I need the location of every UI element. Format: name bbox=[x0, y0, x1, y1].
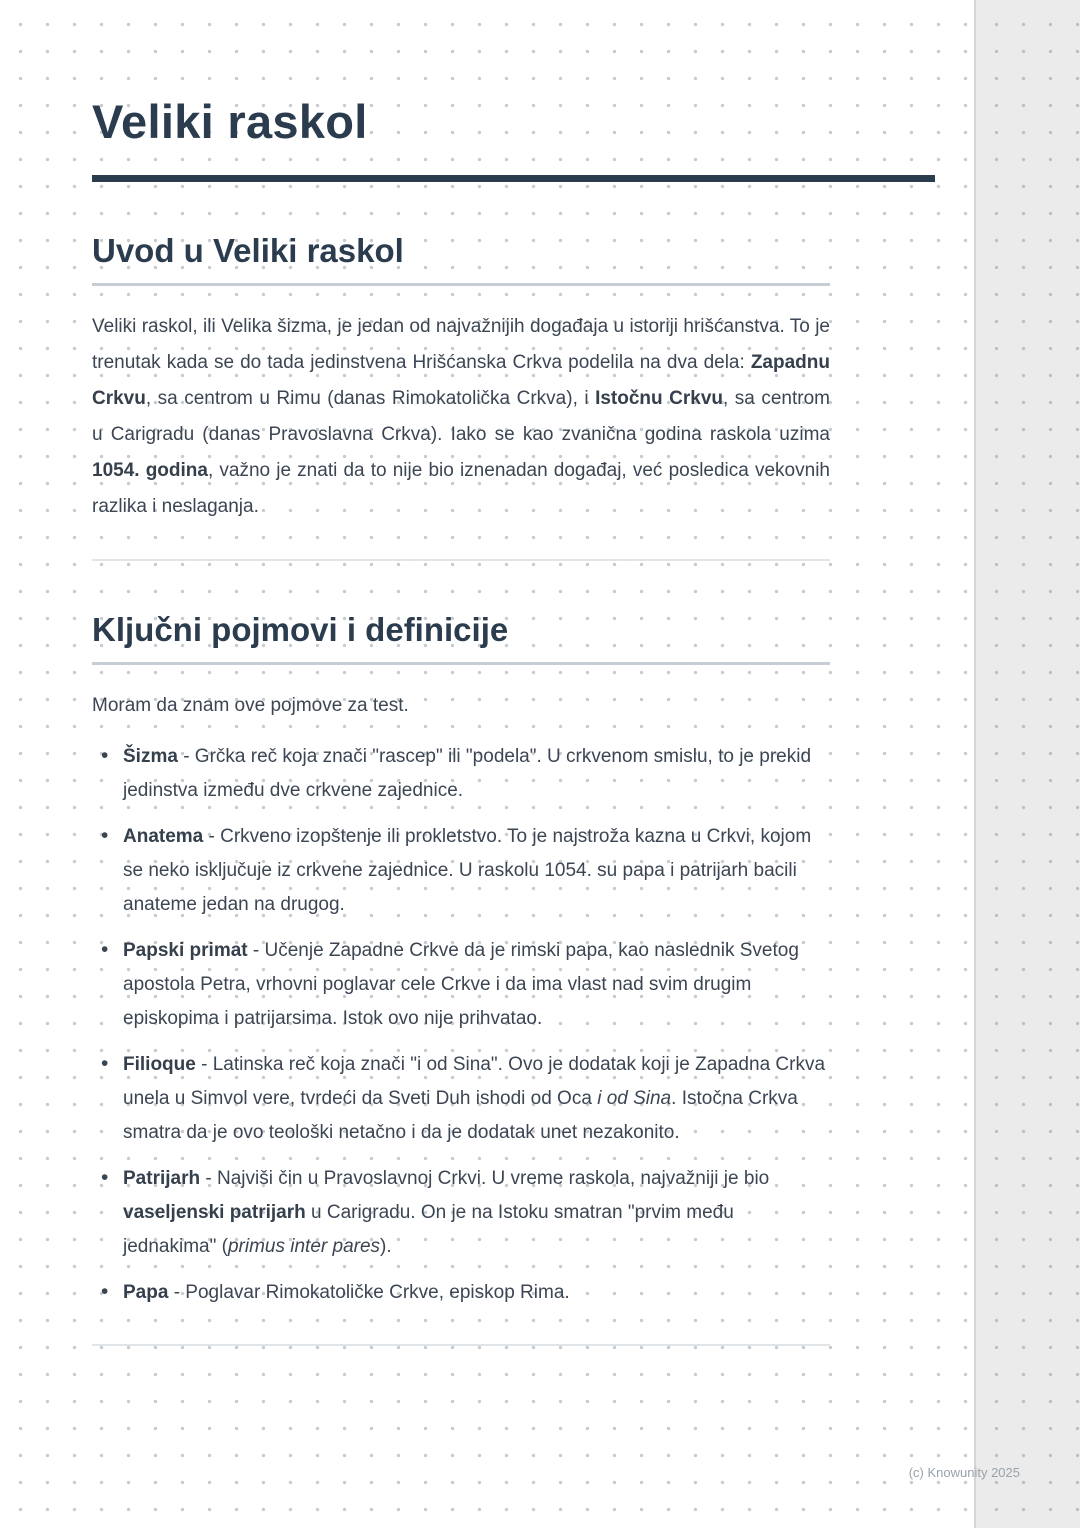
term-definition-bold-run: vaseljenski patrijarh bbox=[123, 1202, 306, 1223]
term-definition-run: - Poglavar Rimokatoličke Crkve, episkop Rima. bbox=[168, 1282, 570, 1303]
text-run: , sa centrom u Rimu (danas Rimokatolička Crkva), i bbox=[145, 388, 596, 409]
text-run-bold: Istočnu Crkvu bbox=[595, 388, 723, 409]
section-intro bbox=[92, 232, 960, 525]
terms-list bbox=[92, 740, 830, 1310]
text-run: , sa centrom u Carigradu (danas Pravoslavna Crkva). Iako se kao zvanična godina raskola uzima bbox=[92, 388, 830, 445]
text-run-bold: 1054. godina bbox=[92, 460, 208, 481]
term-label: Patrijarh bbox=[123, 1168, 201, 1189]
section-intro-heading: Uvod u Veliki raskol bbox=[92, 232, 404, 269]
section-divider bbox=[92, 559, 830, 561]
term-definition-run: - Najviši čin u Pravoslavnoj Crkvi. U vreme raskola, najvažniji je bio bbox=[200, 1168, 770, 1189]
term-definition-run: - Grčka reč koja znači "rascep" ili "podela". U crkvenom smislu, to je prekid jedinstva između dve crkvene zajednice. bbox=[123, 746, 812, 801]
section-divider bbox=[92, 1344, 830, 1346]
heading-divider bbox=[92, 662, 830, 665]
heading-divider bbox=[92, 283, 830, 286]
terms-intro: Moram da znam ove pojmove za test. bbox=[92, 695, 409, 716]
page-edge-strip bbox=[974, 0, 1080, 1528]
term-definition-run: . Istočna Crkva smatra da je ovo teološki netačno i da je dodatak unet nezakonito. bbox=[123, 1088, 798, 1143]
list-item-anatema bbox=[92, 820, 830, 922]
section-terms-heading: Ključni pojmovi i definicije bbox=[92, 611, 509, 648]
list-item-patrijarh bbox=[92, 1162, 830, 1264]
term-label: Filioque bbox=[123, 1054, 196, 1075]
watermark: (c) Knowunity 2025 bbox=[908, 1465, 1020, 1480]
list-item-papa bbox=[92, 1276, 830, 1310]
title-divider bbox=[92, 175, 935, 182]
text-run: Veliki raskol, ili Velika šizma, je jedan od najvažnijih događaja u istoriji hrišćanstva. To je trenutak kada se do tada jedinstvena Hrišćanska Crkva podelila na dva dela: bbox=[92, 316, 830, 373]
term-definition-italic-run: primus inter pares bbox=[227, 1236, 381, 1257]
list-item-sizma bbox=[92, 740, 830, 808]
term-label: Papa bbox=[123, 1282, 169, 1303]
list-item-papski-primat bbox=[92, 934, 830, 1036]
term-label: Papski primat bbox=[123, 940, 248, 961]
intro-paragraph bbox=[92, 309, 830, 525]
list-item-filioque bbox=[92, 1048, 830, 1150]
text-run: , važno je znati da to nije bio iznenadan događaj, već posledica vekovnih razlika i neslaganja. bbox=[92, 460, 830, 517]
term-definition-run: u Carigradu. On je na Istoku smatran "prvim među jednakima" ( bbox=[123, 1202, 734, 1257]
page-title: Veliki raskol bbox=[92, 95, 368, 148]
term-definition-run: - Latinska reč koja znači "i od Sina". Ovo je dodatak koji je Zapadna Crkva unela u Simvol vere, tvrdeći da Sveti Duh ishodi od Oca bbox=[123, 1054, 826, 1109]
term-definition-run: ). bbox=[380, 1236, 392, 1257]
term-label: Anatema bbox=[123, 826, 204, 847]
section-terms bbox=[92, 611, 960, 1310]
term-definition-run: - Crkveno izopštenje ili prokletstvo. To je najstroža kazna u Crkvi, kojom se neko isključuje iz crkvene zajednice. U raskolu 1054. su papa i patrijarh bacili anateme jedan na drugog. bbox=[123, 826, 812, 915]
text-run-bold: Zapadnu Crkvu bbox=[92, 352, 830, 409]
term-definition-run: - Učenje Zapadne Crkve da je rimski papa, kao naslednik Svetog apostola Petra, vrhovni poglavar cele Crkve i da ima vlast nad svim drugim episkopima i patrijarsima. Istok ovo nije prihvatao. bbox=[123, 940, 799, 1029]
term-definition-italic-run: i od Sina bbox=[597, 1088, 672, 1109]
term-label: Šizma bbox=[123, 746, 178, 767]
